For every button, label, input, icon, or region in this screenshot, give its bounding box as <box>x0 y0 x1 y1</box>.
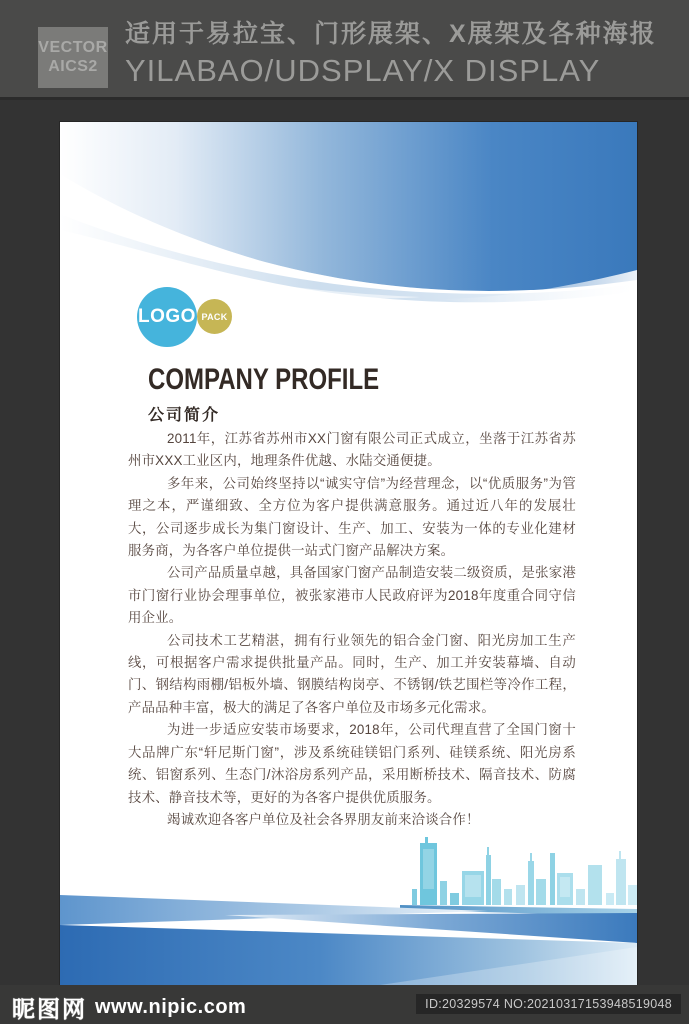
image-id-label: ID:20329574 NO:20210317153948519048 <box>416 994 681 1014</box>
banner-titles <box>125 14 657 89</box>
site-mark <box>12 991 246 1024</box>
badge-line1: VECTOR <box>38 39 108 57</box>
banner-title-english: YILABAO/UDSPLAY/X DISPLAY <box>125 53 601 88</box>
badge-line2: AICS2 <box>48 57 98 75</box>
logo-main-circle <box>137 287 197 347</box>
nipic-logo: 昵图网 <box>12 996 87 1022</box>
intro-paragraph: 公司技术工艺精湛，拥有行业领先的铝合金门窗、阳光房加工生产线，可根据客户需求提供批量产品。同时，生产、加工并安装幕墙、自动门、钢结构雨棚/铝板外墙、钢膜结构岗亭、不锈钢/铁艺围栏等冷作工程，产品品种丰富，极大的满足了各客户单位及市场多元化需求。 <box>128 632 576 715</box>
intro-paragraph: 为进一步适应安装市场要求，2018年，公司代理直营了全国门窗十大品牌广东“轩尼斯门窗”，涉及系统硅镁铝门系列、硅镁系统、阳光房系统、铝窗系列、生态门/沐浴房系列产品，采用断桥技术、隔音技术、防腐技术、静音技术等，更好的为各客户提供优质服务。 <box>128 722 576 805</box>
vector-format-badge <box>38 27 108 88</box>
nipic-url: www.nipic.com <box>95 996 247 1018</box>
logo-main-text: LOGO <box>138 306 196 327</box>
city-skyline <box>412 837 637 905</box>
watermark-bar <box>0 985 689 1024</box>
poster-canvas <box>60 122 637 985</box>
banner-title-chinese: 适用于易拉宝、门形展架、X展架及各种海报 <box>125 20 657 48</box>
intro-paragraph: 竭诚欢迎各客户单位及社会各界朋友前来洽谈合作！ <box>167 811 480 827</box>
bottom-wave-skyline-graphic <box>60 835 637 985</box>
company-profile-heading: COMPANY PROFILE <box>148 363 380 396</box>
logo <box>137 287 257 349</box>
heading-block <box>148 365 437 425</box>
company-intro-text <box>128 428 576 831</box>
logo-sub-circle <box>197 299 232 334</box>
intro-paragraph: 多年来，公司始终坚持以“诚实守信”为经营理念，以“优质服务”为管理之本，严谨细致、全方位为客户提供满意服务。通过近八年的发展壮大，公司逐步成长为集门窗设计、生产、加工、安装为一体的专业化建材服务商，为各客户单位提供一站式门窗产品解决方案。 <box>128 475 576 559</box>
top-banner <box>0 0 689 100</box>
intro-paragraph: 2011年，江苏省苏州市XX门窗有限公司正式成立，坐落于江苏省苏州市XXX工业区内，地理条件优越、水陆交通便捷。 <box>128 431 576 469</box>
intro-paragraph: 公司产品质量卓越，具备国家门窗产品制造安装二级资质，是张家港市门窗行业协会理事单位，被张家港市人民政府评为2018年度重合同守信用企业。 <box>128 565 576 626</box>
company-profile-heading-cn: 公司简介 <box>148 407 221 424</box>
logo-sub-text: PACK <box>201 311 228 322</box>
